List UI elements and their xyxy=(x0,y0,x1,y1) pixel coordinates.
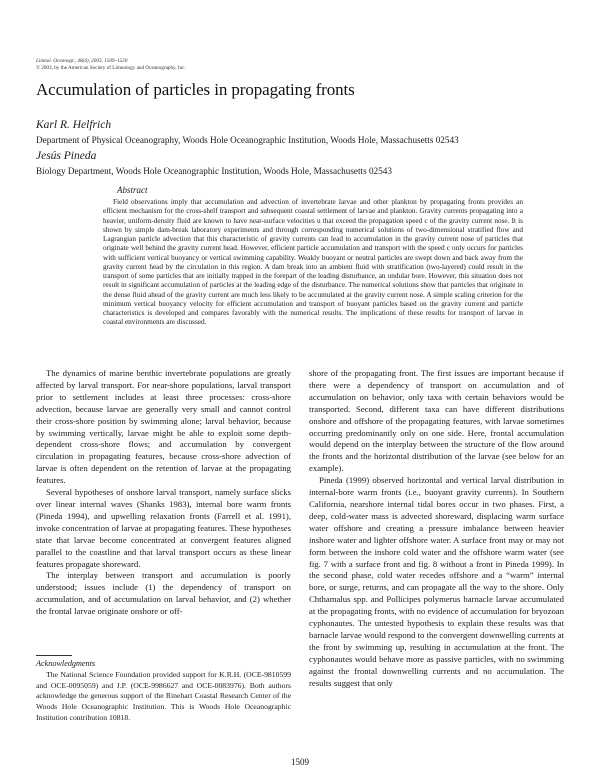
paragraph: The interplay between transport and accumulation is poorly understood; issues include (1) the dependency of transport on accumulation, and of accumulation on larval behavior, and (2) whether the frontal larvae originate onshore or off- xyxy=(36,570,291,617)
author-affiliation-2: Biology Department, Woods Hole Oceanographic Institution, Woods Hole, Massachusetts 02543 xyxy=(36,166,392,176)
paragraph: shore of the propagating front. The first issues are important because if there were a dependency of transport on accumulation and of accumulation on behavior, only taxa with certain behaviors would be transported. Second, different taxa can have different distributions onshore and offshore of the propagating features, with larvae sometimes occurring predominantly only on one side. Here, frontal accumulation would depend on the interplay between the structure of the flow around the fronts and the horizontal distribution of the larvae (see below for an example). xyxy=(309,368,564,474)
author-name-1: Karl R. Helfrich xyxy=(36,119,112,131)
page-number: 1509 xyxy=(291,757,309,767)
paragraph: The dynamics of marine benthic invertebrate populations are greatly affected by larval transport. For near-shore populations, larval transport prior to settlement includes at least three processes: cross-shore advection, because larvae are generally very small and cannot control their cross-shore position by swimming alone; larval behavior, because by swimming vertically, larvae might be able to exploit some depth-dependent cross-shore flows; and accumulation by convergent circulation in propagating features, because cross-shore advection of larvae is often dependent on the retention of larvae at the propagating features. xyxy=(36,368,291,486)
journal-citation: Limnol. Oceanogr., 48(4), 2003, 1509–1520 xyxy=(36,58,128,64)
author-name-2: Jesús Pineda xyxy=(36,150,97,162)
journal-header xyxy=(36,58,186,72)
author-affiliation-1: Department of Physical Oceanography, Woods Hole Oceanographic Institution, Woods Hole, Massachusetts 02543 xyxy=(36,135,459,145)
body-column-right xyxy=(309,368,564,689)
body-column-left xyxy=(36,368,291,618)
paragraph: Pineda (1999) observed horizontal and vertical larval distribution in internal-bore warm fronts (i.e., buoyant gravity currents). In Southern California, nearshore internal tidal bores occur in two phases. First, a deep, cold-water mass is advected shoreward, displacing warm surface water offshore and creating a pressure imbalance between heavier inshore water and lighter offshore water. A surface front may or may not form between the inshore cold water and the offshore warm water (see fig. 7 with a surface front and fig. 8 without a front in Pineda 1999). In the second phase, cold water recedes offshore and a “warm” internal bore, or surge, returns, and can propagate all the way to the shore. Only Chthamalus spp. and Pollicipes polymerus barnacle larvae accumulated at the propagating fronts, with no evidence of accumulation for bryozoan cyphonautes. The untested hypothesis to explain these results was that barnacle larvae would respond to the convergent downwelling currents at the front by swimming up, resulting in accumulation at the front. The cyphonautes would behave more as passive particles, with no swimming against the frontal downwelling currents and no accumulation. The results suggest that only xyxy=(309,475,564,688)
acknowledgments-heading: Acknowledgments xyxy=(36,659,96,668)
acknowledgments-text: The National Science Foundation provided support for K.R.H. (OCE-9810599 and OCE-0095059) and J.P. (OCE-9986627 and OCE-0083976). Both authors acknowledge the generous support of the Rinehart Coastal Research Center of the Woods Hole Oceanographic Institution. This is Woods Hole Oceanographic Institution contribution 10818. xyxy=(36,670,291,722)
footnote-divider xyxy=(36,655,72,656)
paragraph: Several hypotheses of onshore larval transport, namely surface slicks over linear internal waves (Shanks 1983), internal bore warm fronts (Pineda 1994), and upwelling relaxation fronts (Farrell et al. 1991), invoke concentration of larvae at propagating features. These hypotheses state that larvae become concentrated at convergent features aligned parallel to the coastline and that larval transport occurs as these linear features propagate shoreward. xyxy=(36,487,291,569)
article-title: Accumulation of particles in propagating fronts xyxy=(36,80,355,99)
abstract-heading: Abstract xyxy=(117,185,148,195)
copyright-line: © 2003, by the American Society of Limnology and Oceanography, Inc. xyxy=(36,65,186,71)
abstract-text: Field observations imply that accumulation and advection of invertebrate larvae and other plankton by propagating fronts provides an efficient mechanism for the cross-shelf transport and subsequent coastal settlement of larvae and plankton. Gravity currents propagating into a heavier, uniform-density fluid are known to have near-surface velocities u that exceed the propagation speed c of the gravity current nose. It is shown by simple dam-break laboratory experiments and through corresponding numerical solutions of two-dimensional stratified flow and Lagrangian particle advection that this characteristic of gravity currents can lead to accumulation in the gravity current nose of particles that originate well behind the gravity current head. However, efficient particle accumulation and transport with the speed c only occurs for particles with sufficient vertical buoyancy or vertical swimming capability. Weakly buoyant or neutral particles are swept down and back away from the gravity current head by the circulation in this region. A dam break into an ambient fluid with stratification (two-layered) could result in the transport of some particles that are initially trapped in the forepart of the leading disturbance, an undular bore. However, this situation does not result in significant accumulation of particles at the leading edge of the disturbance. The numerical solutions show that particles that originate in the dense fluid ahead of the gravity current are much less likely to be accumulated at the gravity current nose. A simple scaling criterion for the minimum vertical buoyancy velocity for efficient accumulation and transport of buoyant particles based on the gravity current and particle characteristics is developed and compares favorably with the numerical results. The implications of these results for transport of larvae in coastal environments are discussed. xyxy=(103,198,523,327)
